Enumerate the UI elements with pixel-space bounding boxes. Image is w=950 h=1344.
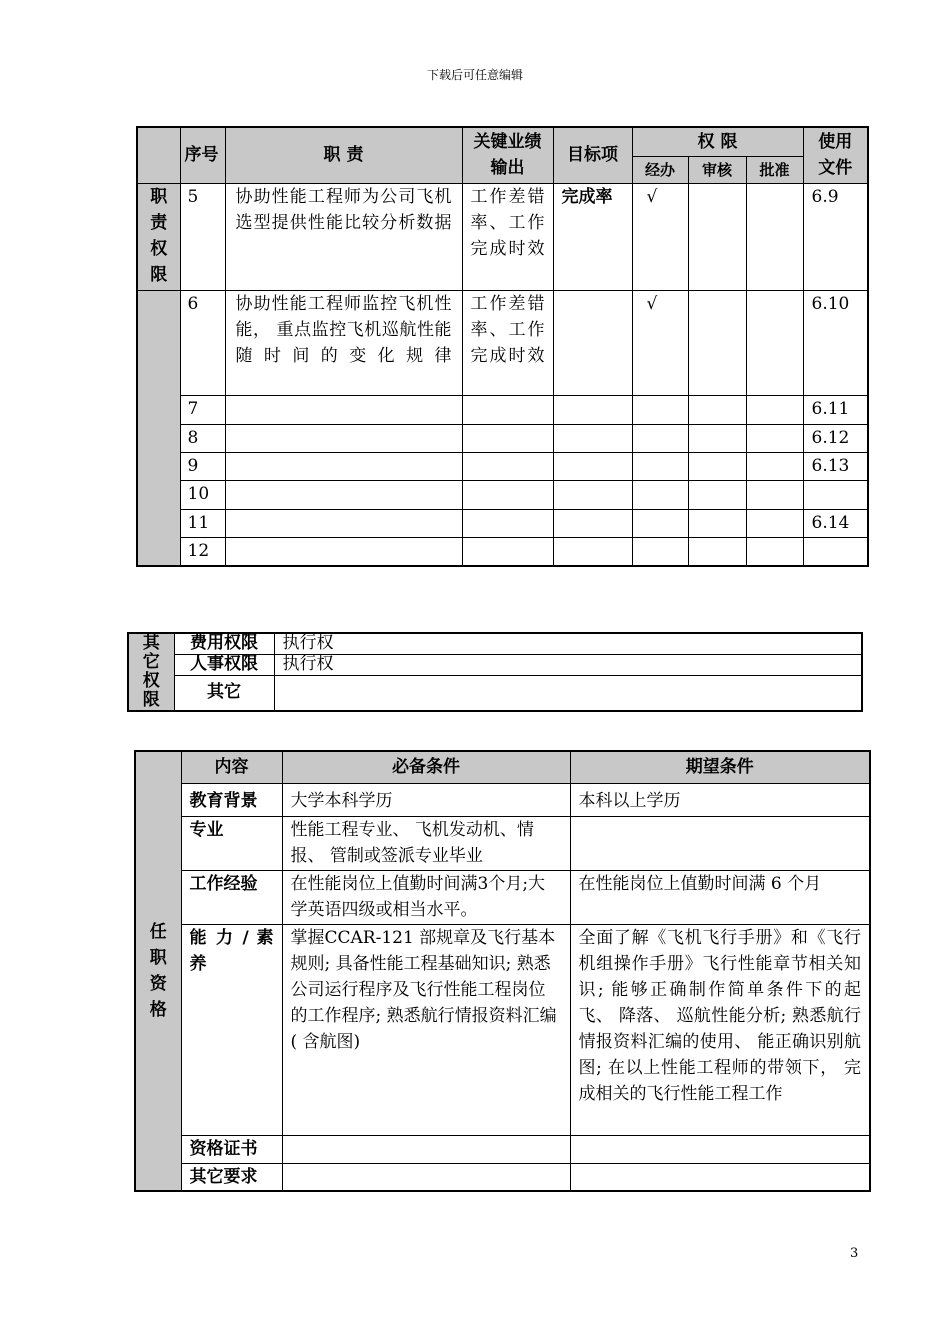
row-doc: 6.10: [803, 290, 868, 395]
row-seq: 9: [180, 452, 225, 480]
qual-label: 资格证书: [181, 1135, 282, 1163]
other-authority-label: 其它: [174, 675, 274, 711]
row-handle: [632, 509, 688, 537]
row-doc: [803, 537, 868, 566]
row-review: [688, 395, 746, 424]
row-kpi: [462, 395, 553, 424]
row-target: 完成率: [553, 183, 632, 290]
header-review: 审核: [688, 156, 746, 183]
page-header: 下载后可任意编辑: [426, 68, 523, 82]
header-target: 目标项: [553, 127, 632, 183]
other-authority-label: 费用权限: [174, 633, 274, 654]
row-kpi: [462, 509, 553, 537]
duties-section-filler: [137, 290, 180, 566]
row-duty: [225, 395, 462, 424]
row-duty: [225, 424, 462, 452]
row-review: [688, 424, 746, 452]
header-approve: 批准: [746, 156, 803, 183]
page-number: 3: [850, 1246, 859, 1261]
header-authority: 权 限: [632, 127, 803, 156]
row-seq: 5: [180, 183, 225, 290]
header-desired: 期望条件: [570, 751, 870, 783]
qual-label: 专业: [181, 816, 282, 870]
header-duty: 职 责: [225, 127, 462, 183]
row-target: [553, 537, 632, 566]
row-kpi: 工作差错率、工作完成时效: [462, 290, 553, 395]
row-approve: [746, 424, 803, 452]
qual-desired: [570, 816, 870, 870]
row-target: [553, 290, 632, 395]
qual-label: 能 力 / 素 养: [181, 924, 282, 1135]
other-authority-section-label: 其它权限: [128, 633, 174, 711]
duties-section-head: [137, 127, 180, 183]
row-approve: [746, 395, 803, 424]
qualifications-table: [134, 750, 871, 1192]
qual-required: 掌握CCAR-121 部规章及飞行基本规则; 具备性能工程基础知识; 熟悉公司运行程序及飞行性能工程岗位的工作程序; 熟悉航行情报资料汇编( 含航图): [282, 924, 570, 1135]
header-docs: 使用文件: [803, 127, 868, 183]
row-target: [553, 395, 632, 424]
row-doc: 6.13: [803, 452, 868, 480]
row-doc: [803, 480, 868, 509]
qual-label: 其它要求: [181, 1163, 282, 1191]
qual-required: 性能工程专业、 飞机发动机、情报、 管制或签派专业毕业: [282, 816, 570, 870]
row-doc: 6.9: [803, 183, 868, 290]
qual-label: 教育背景: [181, 783, 282, 816]
row-kpi: 工作差错率、工作完成时效: [462, 183, 553, 290]
qual-desired: [570, 1163, 870, 1191]
row-kpi: [462, 480, 553, 509]
other-authority-value: 执行权: [274, 654, 862, 675]
qual-desired: 在性能岗位上值勤时间满 6 个月: [570, 870, 870, 924]
row-handle: [632, 537, 688, 566]
header-handle: 经办: [632, 156, 688, 183]
row-duty: 协助性能工程师为公司飞机选型提供性能比较分析数据: [225, 183, 462, 290]
row-doc: 6.12: [803, 424, 868, 452]
row-seq: 10: [180, 480, 225, 509]
row-seq: 6: [180, 290, 225, 395]
row-approve: [746, 290, 803, 395]
row-seq: 12: [180, 537, 225, 566]
row-review: [688, 509, 746, 537]
row-target: [553, 452, 632, 480]
header-required: 必备条件: [282, 751, 570, 783]
qual-desired: 全面了解《飞机飞行手册》和《飞行机组操作手册》飞行性能章节相关知识; 能够正确制作简单条件下的起飞、 降落、 巡航性能分析; 熟悉航行情报资料汇编的使用、 能正确识别航图; 在以上性能工程师的带领下， 完成相关的飞行性能工程工作: [570, 924, 870, 1135]
row-handle: [632, 480, 688, 509]
duties-table: [136, 126, 869, 567]
row-review: [688, 480, 746, 509]
qual-desired: 本科以上学历: [570, 783, 870, 816]
row-approve: [746, 509, 803, 537]
row-target: [553, 480, 632, 509]
row-review: [688, 452, 746, 480]
other-authority-value: [274, 675, 862, 711]
row-kpi: [462, 537, 553, 566]
row-kpi: [462, 424, 553, 452]
row-duty: [225, 480, 462, 509]
row-approve: [746, 480, 803, 509]
row-target: [553, 424, 632, 452]
header-content: 内容: [181, 751, 282, 783]
row-handle: [632, 452, 688, 480]
qual-desired: [570, 1135, 870, 1163]
row-approve: [746, 183, 803, 290]
row-kpi: [462, 452, 553, 480]
qual-required: [282, 1135, 570, 1163]
qual-required: 大学本科学历: [282, 783, 570, 816]
duties-section-label: 职责权限: [137, 183, 180, 290]
row-seq: 8: [180, 424, 225, 452]
other-authority-table: [127, 632, 863, 712]
row-handle: [632, 424, 688, 452]
qual-label: 工作经验: [181, 870, 282, 924]
qual-required: 在性能岗位上值勤时间满3个月;大学英语四级或相当水平。: [282, 870, 570, 924]
row-target: [553, 509, 632, 537]
row-approve: [746, 452, 803, 480]
row-handle: [632, 395, 688, 424]
row-review: [688, 537, 746, 566]
other-authority-value: 执行权: [274, 633, 862, 654]
row-duty: 协助性能工程师监控飞机性能， 重点监控飞机巡航性能随时间的变化规律: [225, 290, 462, 395]
qualifications-section-label: 任职资格: [135, 751, 181, 1191]
row-duty: [225, 509, 462, 537]
header-kpi: 关键业绩输出: [462, 127, 553, 183]
row-seq: 11: [180, 509, 225, 537]
row-duty: [225, 452, 462, 480]
row-approve: [746, 537, 803, 566]
row-review: [688, 183, 746, 290]
other-authority-label: 人事权限: [174, 654, 274, 675]
row-doc: 6.14: [803, 509, 868, 537]
row-review: [688, 290, 746, 395]
row-seq: 7: [180, 395, 225, 424]
row-duty: [225, 537, 462, 566]
qual-required: [282, 1163, 570, 1191]
header-seq: 序号: [180, 127, 225, 183]
row-doc: 6.11: [803, 395, 868, 424]
row-handle: √: [632, 290, 688, 395]
row-handle: √: [632, 183, 688, 290]
